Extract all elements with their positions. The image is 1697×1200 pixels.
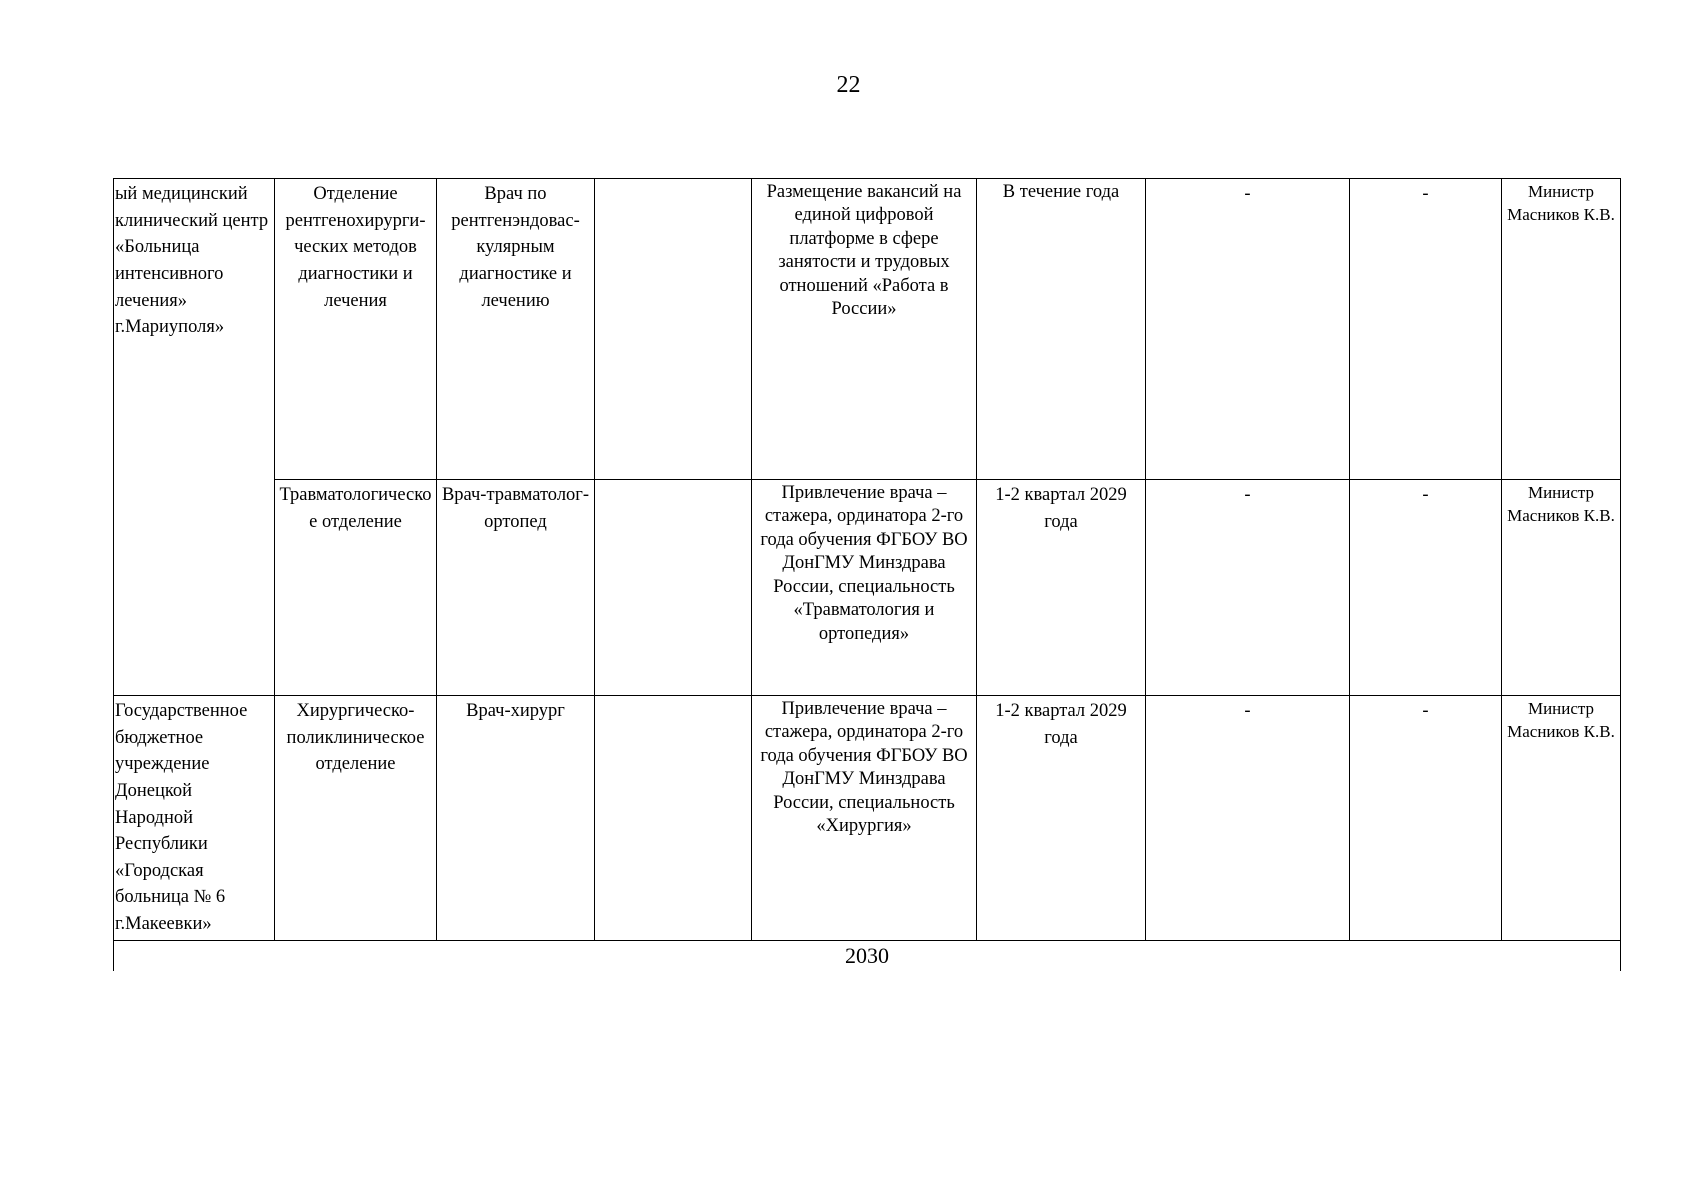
dash-cell: - [1146,480,1350,696]
responsible-cell: Министр Масников К.В. [1502,179,1621,480]
position-cell: Врач-хирург [437,696,595,941]
dash-cell: - [1350,179,1502,480]
dash-cell: - [1146,179,1350,480]
responsible-cell: Министр Масников К.В. [1502,480,1621,696]
table-row [114,696,1621,941]
measure-cell: Размещение вакансий на единой цифровой платформе в сфере занятости и трудовых отношений «Работа в России» [752,179,977,480]
dash-cell: - [1146,696,1350,941]
dash-cell: - [1350,696,1502,941]
empty-cell [595,696,752,941]
institution-cell: Государственное бюджетное учреждение Донецкой Народной Республики «Городская больница № 6 г.Макеевки» [114,696,275,941]
table-row [114,480,1621,696]
position-cell: Врач-травматолог-ортопед [437,480,595,696]
department-cell: Отделение рентгенохирурги-ческих методов диагностики и лечения [275,179,437,480]
institution-cell: ый медицинский клинический центр «Больница интенсивного лечения» г.Мариуполя» [114,179,275,696]
term-cell: 1-2 квартал 2029 года [977,696,1146,941]
section-year-row [114,940,1621,971]
empty-cell [595,480,752,696]
position-cell: Врач по рентгенэндовас-кулярным диагностике и лечению [437,179,595,480]
department-cell: Травматологическое отделение [275,480,437,696]
measure-cell: Привлечение врача – стажера, ординатора 2-го года обучения ФГБОУ ВО ДонГМУ Минздрава России, специальность «Хирургия» [752,696,977,941]
department-cell: Хирургическо-поликлиническое отделение [275,696,437,941]
dash-cell: - [1350,480,1502,696]
plan-table [113,178,1621,971]
page-number: 22 [836,72,861,98]
measure-cell: Привлечение врача – стажера, ординатора 2-го года обучения ФГБОУ ВО ДонГМУ Минздрава России, специальность «Травматология и ортопедия» [752,480,977,696]
term-cell: В течение года [977,179,1146,480]
empty-cell [595,179,752,480]
responsible-cell: Министр Масников К.В. [1502,696,1621,941]
section-year: 2030 [114,940,1621,971]
table-row [114,179,1621,480]
term-cell: 1-2 квартал 2029 года [977,480,1146,696]
